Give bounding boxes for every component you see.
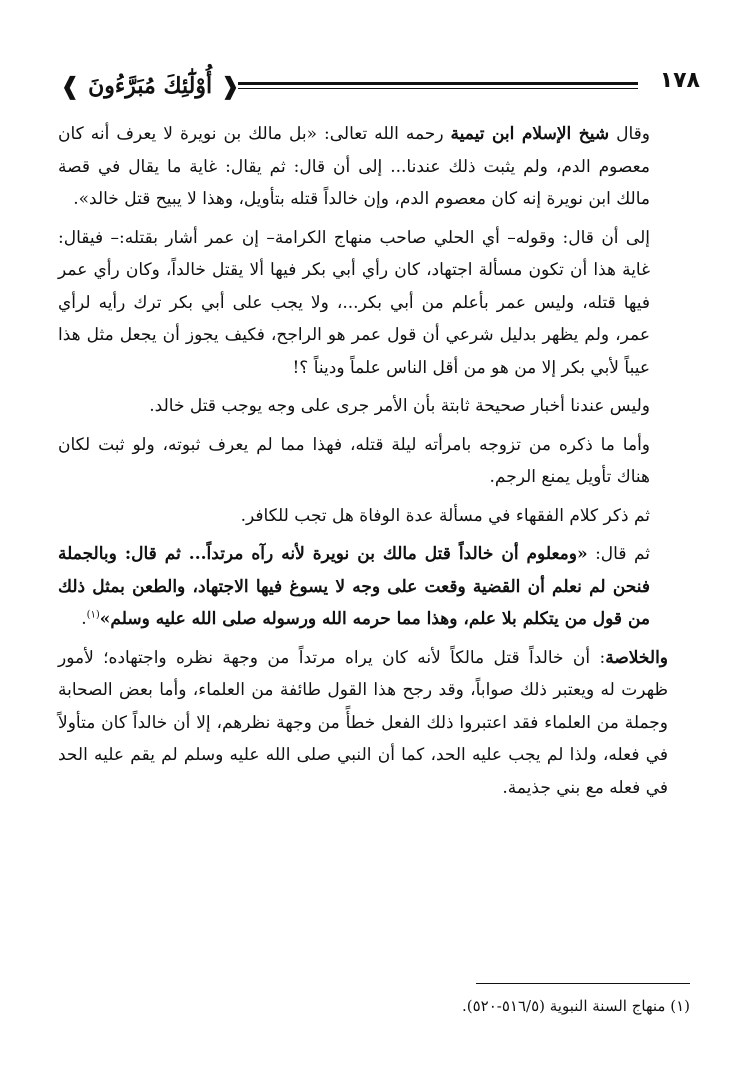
p6-end: . — [81, 609, 87, 629]
ornament-right-icon: ❱ — [220, 72, 241, 100]
paragraph-1 — [58, 118, 690, 216]
page-header — [60, 64, 700, 108]
conclusion-label: والخلاصة — [605, 647, 668, 668]
body-text — [58, 118, 690, 810]
header-rule-thick — [238, 82, 638, 85]
running-title: أُوْلَٰٓئِكَ مُبَرَّءُونَ — [88, 73, 213, 99]
paragraph-5: ثم ذكر كلام الفقهاء في مسألة عدة الوفاة هل تجب للكافر. — [240, 505, 650, 526]
p1-text: رحمه الله تعالى: «بل مالك بن نويرة لا يعرف أنه كان معصوم الدم، ولم يثبت ذلك عندنا... إلى أن قال: ثم يقال: غاية ما يقال في قصة مالك ابن نويرة إنه كان معصوم الدم، وإن خالداً قتله بتأويل، وهذا لا يبيح قتل خالد». — [58, 124, 650, 209]
paragraph-3: وليس عندنا أخبار صحيحة ثابتة بأن الأمر جرى على وجه يوجب قتل خالد. — [149, 396, 650, 416]
footnote: (١) منهاج السنة النبوية (٥١٦/٥-٥٢٠). — [461, 997, 690, 1015]
running-title-box — [60, 64, 240, 108]
p6-quote: «ومعلوم أن خالداً قتل مالك بن نويرة لأنه رآه مرتداً... ثم قال: وبالجملة فنحن لم نعلم أن القضية وقعت على وجه لا يسوغ فيها الاجتهاد، والطعن بمثل ذلك من قول من يتكلم بلا علم، وهذا مما حرمه الله ورسوله صلى الله عليه وسلم» — [58, 544, 650, 629]
paragraph-7 — [58, 642, 690, 805]
page-number: ١٧٨ — [659, 68, 700, 93]
p6-lead: ثم قال: — [587, 544, 650, 564]
paragraph-2: إلى أن قال: وقوله– أي الحلي صاحب منهاج الكرامة– إن عمر أشار بقتله:– فيقال: غاية هذا أن تكون مسألة اجتهاد، كان رأي أبي بكر فيها ألا يقتل خالداً، وكان رأي عمر فيها قتله، وليس عمر بأعلم من أبي بكر...، ولا يجب على أبي بكر ترك رأيه لرأي عمر، ولم يظهر بدليل شرعي أن قول عمر هو الراجح، فكيف يجوز أن يجعل مثل هذا عيباً لأبي بكر إلا من هو من أقل الناس علماً وديناً ؟! — [58, 227, 650, 378]
paragraph-4: وأما ما ذكره من تزوجه بامرأته ليلة قتله، فهذا مما لم يعرف ثبوته، ولو ثبت لكان هناك تأويل يمنع الرجم. — [58, 434, 650, 487]
p1-author: شيخ الإسلام ابن تيمية — [450, 124, 610, 144]
p1-lead: وقال — [609, 124, 650, 144]
ornament-left-icon: ❰ — [60, 72, 81, 100]
paragraph-6 — [58, 538, 690, 636]
p7-text: : أن خالداً قتل مالكاً لأنه كان يراه مرتداً من وجهة نظره واجتهاده؛ لأمور ظهرت له ويعتبر ذلك صواباً، وقد رجح هذا القول طائفة من العلماء، وأما بعض الصحابة وجملة من العلماء فقد اعتبروا ذلك الفعل خطأً من وجهة نظرهم، إلا أن خالداً كان متأولاً في فعله، ولذا لم يجب عليه الحد، كما أن النبي صلى الله عليه وسلم لم يقم عليه الحد في فعله مع بني جذيمة. — [58, 647, 668, 798]
footnote-rule — [476, 983, 690, 984]
header-rule-thin — [238, 88, 638, 89]
footnote-marker: (١) — [86, 609, 100, 621]
